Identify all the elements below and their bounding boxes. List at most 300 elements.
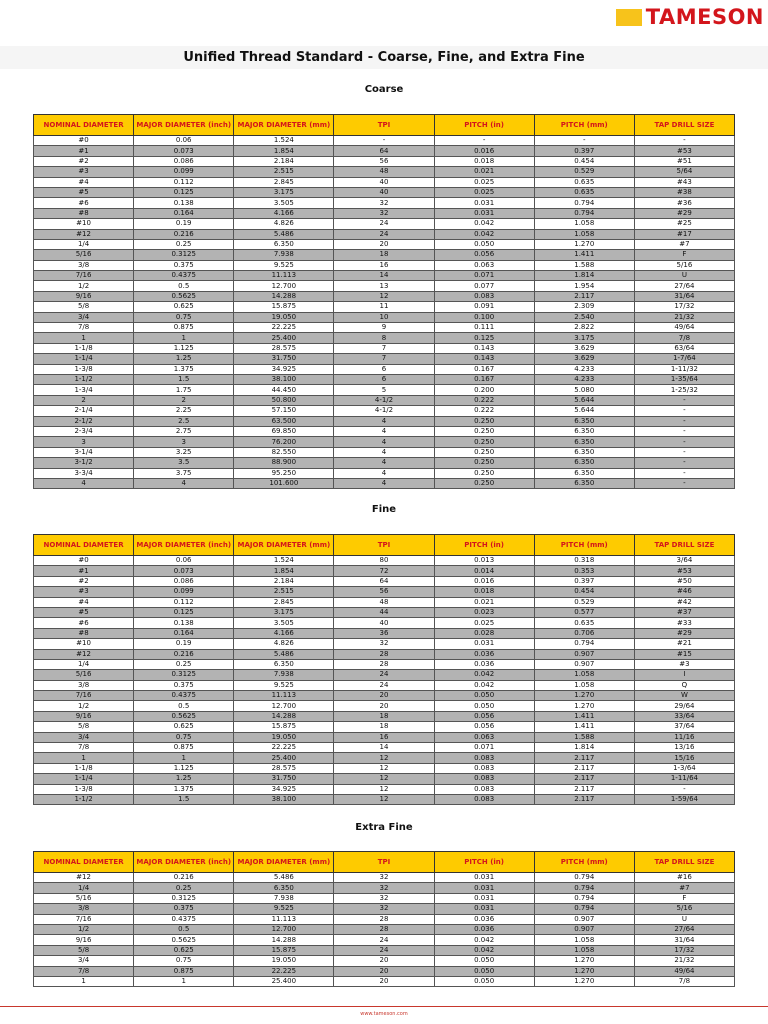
table-cell: #51 bbox=[634, 156, 734, 166]
column-header: MAJOR DIAMETER (inch) bbox=[134, 115, 234, 136]
table-cell: 0.086 bbox=[134, 576, 234, 586]
table-cell: 2.845 bbox=[234, 177, 334, 187]
table-cell: 1 bbox=[134, 333, 234, 343]
table-cell: 0.318 bbox=[534, 556, 634, 566]
table-row bbox=[34, 763, 735, 773]
table-cell: 31/64 bbox=[634, 291, 734, 301]
table-cell: 28 bbox=[334, 914, 434, 924]
table-cell: 49/64 bbox=[634, 966, 734, 976]
table-cell: 1.814 bbox=[534, 271, 634, 281]
table-row bbox=[34, 198, 735, 208]
table-cell: 0.25 bbox=[134, 883, 234, 893]
table-cell: I bbox=[634, 670, 734, 680]
table-cell: 11.113 bbox=[234, 271, 334, 281]
table-cell: 3-1/4 bbox=[34, 447, 134, 457]
table-row bbox=[34, 447, 735, 457]
table-cell: #42 bbox=[634, 597, 734, 607]
table-cell: 4 bbox=[334, 416, 434, 426]
table-cell: 3/8 bbox=[34, 680, 134, 690]
table-cell: 56 bbox=[334, 156, 434, 166]
table-cell: 1.25 bbox=[134, 774, 234, 784]
column-header: PITCH (mm) bbox=[534, 535, 634, 556]
table-cell: 0.016 bbox=[434, 146, 534, 156]
table-cell: #3 bbox=[34, 167, 134, 177]
table-cell: #38 bbox=[634, 187, 734, 197]
table-cell: #3 bbox=[34, 587, 134, 597]
logo-wordmark: TAMESON bbox=[645, 5, 764, 29]
table-cell: 1.058 bbox=[534, 219, 634, 229]
table-cell: 0.200 bbox=[434, 385, 534, 395]
table-cell: 2.540 bbox=[534, 312, 634, 322]
table-row bbox=[34, 478, 735, 488]
table-cell: #6 bbox=[34, 198, 134, 208]
table-cell: 5.644 bbox=[534, 395, 634, 405]
table-row bbox=[34, 556, 735, 566]
table-cell: 5/16 bbox=[634, 904, 734, 914]
table-header-row bbox=[34, 115, 735, 136]
tameson-logo bbox=[616, 6, 764, 28]
table-cell: 0.5 bbox=[134, 701, 234, 711]
table-cell: 4.166 bbox=[234, 208, 334, 218]
table-cell: 1.75 bbox=[134, 385, 234, 395]
table-cell: U bbox=[634, 914, 734, 924]
table-row bbox=[34, 956, 735, 966]
table-cell: 0.794 bbox=[534, 873, 634, 883]
table-cell: 0.031 bbox=[434, 639, 534, 649]
table-cell: 12 bbox=[334, 753, 434, 763]
table-cell: 24 bbox=[334, 670, 434, 680]
table-cell: 50.800 bbox=[234, 395, 334, 405]
table-row bbox=[34, 945, 735, 955]
table-cell: 3.629 bbox=[534, 343, 634, 353]
table-cell: 1.125 bbox=[134, 343, 234, 353]
table-cell: 1.270 bbox=[534, 966, 634, 976]
table-row bbox=[34, 607, 735, 617]
table-cell: 16 bbox=[334, 260, 434, 270]
table-cell: 14.288 bbox=[234, 291, 334, 301]
table-cell: 1.25 bbox=[134, 354, 234, 364]
table-cell: 5/16 bbox=[34, 250, 134, 260]
table-cell: 1-25/32 bbox=[634, 385, 734, 395]
table-cell: 0.125 bbox=[434, 333, 534, 343]
table-cell: 0.083 bbox=[434, 774, 534, 784]
table-cell: 2.117 bbox=[534, 763, 634, 773]
table-cell: 1.058 bbox=[534, 229, 634, 239]
table-cell: 1.270 bbox=[534, 701, 634, 711]
table-cell: - bbox=[334, 136, 434, 146]
table-cell: 6.350 bbox=[234, 659, 334, 669]
table-cell: 1.270 bbox=[534, 956, 634, 966]
fine-thread-table bbox=[33, 534, 735, 805]
table-cell: 6.350 bbox=[534, 447, 634, 457]
table-cell: 0.222 bbox=[434, 406, 534, 416]
column-header: NOMINAL DIAMETER bbox=[34, 115, 134, 136]
table-cell: 0.794 bbox=[534, 904, 634, 914]
table-cell: 12 bbox=[334, 774, 434, 784]
table-cell: 0.216 bbox=[134, 873, 234, 883]
table-cell: 20 bbox=[334, 691, 434, 701]
table-cell: 5/8 bbox=[34, 302, 134, 312]
table-cell: 1-35/64 bbox=[634, 374, 734, 384]
table-cell: 0.018 bbox=[434, 587, 534, 597]
table-cell: 15.875 bbox=[234, 722, 334, 732]
table-cell: 4 bbox=[334, 426, 434, 436]
table-row bbox=[34, 670, 735, 680]
table-cell: W bbox=[634, 691, 734, 701]
table-cell: 7 bbox=[334, 354, 434, 364]
table-cell: 5.486 bbox=[234, 649, 334, 659]
column-header: MAJOR DIAMETER (mm) bbox=[234, 852, 334, 873]
table-cell: 7/16 bbox=[34, 691, 134, 701]
column-header: PITCH (mm) bbox=[534, 852, 634, 873]
table-cell: 1.814 bbox=[534, 743, 634, 753]
table-cell: #16 bbox=[634, 873, 734, 883]
table-cell: 4 bbox=[34, 478, 134, 488]
table-cell: 1/2 bbox=[34, 281, 134, 291]
table-cell: 11.113 bbox=[234, 914, 334, 924]
table-cell: 5/16 bbox=[34, 670, 134, 680]
table-cell: 3/4 bbox=[34, 956, 134, 966]
table-cell: - bbox=[634, 437, 734, 447]
table-row bbox=[34, 208, 735, 218]
table-cell: 0.086 bbox=[134, 156, 234, 166]
table-cell: 2.25 bbox=[134, 406, 234, 416]
table-cell: 4.233 bbox=[534, 374, 634, 384]
table-cell: 0.036 bbox=[434, 924, 534, 934]
table-cell: 12 bbox=[334, 291, 434, 301]
table-cell: 1-3/4 bbox=[34, 385, 134, 395]
table-cell: 28 bbox=[334, 659, 434, 669]
table-cell: 95.250 bbox=[234, 468, 334, 478]
table-cell: 5/8 bbox=[34, 722, 134, 732]
table-cell: 0.875 bbox=[134, 743, 234, 753]
table-cell: 0.5 bbox=[134, 281, 234, 291]
table-cell: #25 bbox=[634, 219, 734, 229]
table-cell: 1-3/8 bbox=[34, 784, 134, 794]
table-cell: 0.3125 bbox=[134, 250, 234, 260]
table-cell: 15.875 bbox=[234, 302, 334, 312]
table-cell: - bbox=[634, 416, 734, 426]
column-header: PITCH (in) bbox=[434, 535, 534, 556]
table-cell: 0.19 bbox=[134, 639, 234, 649]
table-cell: 44.450 bbox=[234, 385, 334, 395]
table-cell: 0.083 bbox=[434, 753, 534, 763]
table-cell: 0.025 bbox=[434, 187, 534, 197]
table-cell: 24 bbox=[334, 945, 434, 955]
table-cell: 7/8 bbox=[34, 743, 134, 753]
table-cell: 2-3/4 bbox=[34, 426, 134, 436]
table-cell: 14.288 bbox=[234, 711, 334, 721]
table-row bbox=[34, 732, 735, 742]
table-cell: 0.06 bbox=[134, 136, 234, 146]
section-title-fine: Fine bbox=[371, 504, 397, 515]
table-cell: 38.100 bbox=[234, 794, 334, 804]
footer-url[interactable]: www.tameson.com bbox=[360, 1011, 408, 1017]
table-cell: 88.900 bbox=[234, 458, 334, 468]
table-cell: 0.75 bbox=[134, 732, 234, 742]
table-cell: 19.050 bbox=[234, 732, 334, 742]
page-title: Unified Thread Standard - Coarse, Fine, and Extra Fine bbox=[183, 50, 585, 65]
table-cell: 6.350 bbox=[534, 416, 634, 426]
table-cell: 0.014 bbox=[434, 566, 534, 576]
table-cell: 2.117 bbox=[534, 794, 634, 804]
table-cell: 31/64 bbox=[634, 935, 734, 945]
table-row bbox=[34, 354, 735, 364]
table-cell: Q bbox=[634, 680, 734, 690]
table-cell: 37/64 bbox=[634, 722, 734, 732]
table-cell: 48 bbox=[334, 597, 434, 607]
table-cell: 1-3/8 bbox=[34, 364, 134, 374]
table-cell: 0.635 bbox=[534, 177, 634, 187]
table-cell: 3.25 bbox=[134, 447, 234, 457]
table-cell: #37 bbox=[634, 607, 734, 617]
table-cell: 3.505 bbox=[234, 618, 334, 628]
table-cell: 0.875 bbox=[134, 323, 234, 333]
table-cell: 9.525 bbox=[234, 260, 334, 270]
table-cell: 0.021 bbox=[434, 167, 534, 177]
table-cell: 22.225 bbox=[234, 323, 334, 333]
table-cell: #10 bbox=[34, 639, 134, 649]
table-cell: 1.411 bbox=[534, 250, 634, 260]
table-cell: 0.138 bbox=[134, 618, 234, 628]
table-cell: 0.250 bbox=[434, 437, 534, 447]
table-cell: 20 bbox=[334, 956, 434, 966]
table-cell: 1-7/64 bbox=[634, 354, 734, 364]
table-cell: 0.056 bbox=[434, 711, 534, 721]
table-cell: 0.4375 bbox=[134, 691, 234, 701]
table-cell: 6.350 bbox=[234, 883, 334, 893]
table-cell: 32 bbox=[334, 904, 434, 914]
table-cell: 0.794 bbox=[534, 198, 634, 208]
table-cell: 1-1/2 bbox=[34, 374, 134, 384]
table-cell: 6 bbox=[334, 374, 434, 384]
table-cell: 0.5 bbox=[134, 924, 234, 934]
table-cell: #0 bbox=[34, 136, 134, 146]
table-header-row bbox=[34, 852, 735, 873]
table-cell: 0.025 bbox=[434, 618, 534, 628]
table-cell: 17/32 bbox=[634, 302, 734, 312]
table-cell: #8 bbox=[34, 208, 134, 218]
table-cell: 0.397 bbox=[534, 576, 634, 586]
table-cell: 14 bbox=[334, 271, 434, 281]
table-cell: - bbox=[634, 426, 734, 436]
table-cell: 24 bbox=[334, 935, 434, 945]
table-cell: 1/2 bbox=[34, 924, 134, 934]
table-cell: 0.635 bbox=[534, 187, 634, 197]
table-cell: #1 bbox=[34, 146, 134, 156]
table-cell: 12 bbox=[334, 763, 434, 773]
table-cell: 0.875 bbox=[134, 966, 234, 976]
table-cell: 3.175 bbox=[534, 333, 634, 343]
table-cell: 1-1/2 bbox=[34, 794, 134, 804]
table-cell: 28 bbox=[334, 924, 434, 934]
table-row bbox=[34, 701, 735, 711]
table-cell: 0.042 bbox=[434, 945, 534, 955]
column-header: MAJOR DIAMETER (inch) bbox=[134, 852, 234, 873]
table-cell: 0.4375 bbox=[134, 914, 234, 924]
column-header: PITCH (in) bbox=[434, 115, 534, 136]
table-cell: - bbox=[534, 136, 634, 146]
table-cell: 27/64 bbox=[634, 281, 734, 291]
table-cell: 0.375 bbox=[134, 904, 234, 914]
table-cell: 22.225 bbox=[234, 966, 334, 976]
table-cell: #12 bbox=[34, 229, 134, 239]
table-cell: 101.600 bbox=[234, 478, 334, 488]
table-cell: 19.050 bbox=[234, 312, 334, 322]
table-cell: 0.018 bbox=[434, 156, 534, 166]
table-cell: #0 bbox=[34, 556, 134, 566]
table-cell: 25.400 bbox=[234, 753, 334, 763]
table-row bbox=[34, 177, 735, 187]
table-cell: 0.454 bbox=[534, 156, 634, 166]
table-row bbox=[34, 893, 735, 903]
table-cell: 0.25 bbox=[134, 659, 234, 669]
table-cell: 0.021 bbox=[434, 597, 534, 607]
table-cell: #7 bbox=[634, 239, 734, 249]
table-row bbox=[34, 343, 735, 353]
section-title-coarse: Coarse bbox=[364, 84, 404, 95]
table-cell: 3 bbox=[134, 437, 234, 447]
table-cell: 0.5625 bbox=[134, 291, 234, 301]
table-cell: #29 bbox=[634, 208, 734, 218]
table-cell: 0.3125 bbox=[134, 670, 234, 680]
table-cell: 0.031 bbox=[434, 198, 534, 208]
table-cell: 18 bbox=[334, 250, 434, 260]
table-cell: 12.700 bbox=[234, 924, 334, 934]
table-cell: 1.854 bbox=[234, 566, 334, 576]
table-cell: 1-3/64 bbox=[634, 763, 734, 773]
table-cell: 0.063 bbox=[434, 732, 534, 742]
table-cell: 32 bbox=[334, 873, 434, 883]
table-cell: 0.454 bbox=[534, 587, 634, 597]
table-cell: 4 bbox=[334, 437, 434, 447]
table-row bbox=[34, 966, 735, 976]
table-cell: 24 bbox=[334, 219, 434, 229]
table-cell: 0.013 bbox=[434, 556, 534, 566]
table-row bbox=[34, 271, 735, 281]
table-cell: 2.184 bbox=[234, 576, 334, 586]
table-cell: 0.250 bbox=[434, 458, 534, 468]
table-cell: 38.100 bbox=[234, 374, 334, 384]
table-cell: 0.06 bbox=[134, 556, 234, 566]
table-cell: 2-1/4 bbox=[34, 406, 134, 416]
table-cell: 0.091 bbox=[434, 302, 534, 312]
table-cell: - bbox=[434, 136, 534, 146]
table-cell: 1/2 bbox=[34, 701, 134, 711]
table-cell: 1.524 bbox=[234, 556, 334, 566]
table-cell: 4.166 bbox=[234, 628, 334, 638]
table-cell: 0.050 bbox=[434, 701, 534, 711]
column-header: NOMINAL DIAMETER bbox=[34, 535, 134, 556]
table-cell: #12 bbox=[34, 649, 134, 659]
table-cell: 4.826 bbox=[234, 639, 334, 649]
table-row bbox=[34, 743, 735, 753]
table-cell: 25.400 bbox=[234, 976, 334, 986]
table-cell: 0.083 bbox=[434, 763, 534, 773]
table-cell: 2.309 bbox=[534, 302, 634, 312]
table-cell: 1.270 bbox=[534, 691, 634, 701]
table-cell: 0.138 bbox=[134, 198, 234, 208]
table-cell: 3.5 bbox=[134, 458, 234, 468]
table-cell: 31.750 bbox=[234, 774, 334, 784]
table-cell: 29/64 bbox=[634, 701, 734, 711]
table-cell: - bbox=[634, 478, 734, 488]
table-cell: 0.577 bbox=[534, 607, 634, 617]
table-cell: 12.700 bbox=[234, 701, 334, 711]
table-cell: 32 bbox=[334, 893, 434, 903]
table-cell: #53 bbox=[634, 566, 734, 576]
table-cell: 5.486 bbox=[234, 229, 334, 239]
table-cell: 32 bbox=[334, 198, 434, 208]
table-cell: 4-1/2 bbox=[334, 395, 434, 405]
table-cell: 13 bbox=[334, 281, 434, 291]
table-cell: 0.529 bbox=[534, 597, 634, 607]
table-cell: 3.175 bbox=[234, 607, 334, 617]
table-cell: 0.031 bbox=[434, 893, 534, 903]
table-cell: 15.875 bbox=[234, 945, 334, 955]
table-cell: 3 bbox=[34, 437, 134, 447]
table-cell: 0.042 bbox=[434, 680, 534, 690]
table-cell: 0.025 bbox=[434, 177, 534, 187]
table-cell: - bbox=[634, 458, 734, 468]
table-cell: 0.25 bbox=[134, 239, 234, 249]
table-cell: #36 bbox=[634, 198, 734, 208]
table-row bbox=[34, 587, 735, 597]
table-cell: 57.150 bbox=[234, 406, 334, 416]
table-cell: 0.75 bbox=[134, 956, 234, 966]
table-row bbox=[34, 691, 735, 701]
table-cell: #3 bbox=[634, 659, 734, 669]
table-row bbox=[34, 281, 735, 291]
table-row bbox=[34, 576, 735, 586]
table-cell: 0.099 bbox=[134, 167, 234, 177]
table-cell: 0.794 bbox=[534, 883, 634, 893]
coarse-thread-table bbox=[33, 114, 735, 489]
table-cell: #12 bbox=[34, 873, 134, 883]
table-row bbox=[34, 883, 735, 893]
table-cell: 2.515 bbox=[234, 587, 334, 597]
table-cell: 0.794 bbox=[534, 639, 634, 649]
table-row bbox=[34, 312, 735, 322]
table-cell: #2 bbox=[34, 156, 134, 166]
table-cell: 20 bbox=[334, 239, 434, 249]
table-cell: 1 bbox=[34, 753, 134, 763]
table-cell: 32 bbox=[334, 639, 434, 649]
table-cell: 7.938 bbox=[234, 893, 334, 903]
table-cell: 25.400 bbox=[234, 333, 334, 343]
table-cell: 0.625 bbox=[134, 302, 234, 312]
table-cell: 0.529 bbox=[534, 167, 634, 177]
table-row bbox=[34, 711, 735, 721]
column-header: MAJOR DIAMETER (mm) bbox=[234, 535, 334, 556]
table-cell: 2.845 bbox=[234, 597, 334, 607]
table-cell: 63.500 bbox=[234, 416, 334, 426]
table-cell: 48 bbox=[334, 167, 434, 177]
column-header: TPI bbox=[334, 535, 434, 556]
table-cell: #5 bbox=[34, 187, 134, 197]
table-cell: 32 bbox=[334, 208, 434, 218]
table-cell: 14.288 bbox=[234, 935, 334, 945]
table-cell: 0.167 bbox=[434, 374, 534, 384]
table-cell: 1.058 bbox=[534, 680, 634, 690]
table-cell: #29 bbox=[634, 628, 734, 638]
table-cell: 1.411 bbox=[534, 711, 634, 721]
table-cell: 40 bbox=[334, 618, 434, 628]
table-row bbox=[34, 156, 735, 166]
table-row bbox=[34, 437, 735, 447]
table-cell: 1.375 bbox=[134, 364, 234, 374]
table-row bbox=[34, 458, 735, 468]
